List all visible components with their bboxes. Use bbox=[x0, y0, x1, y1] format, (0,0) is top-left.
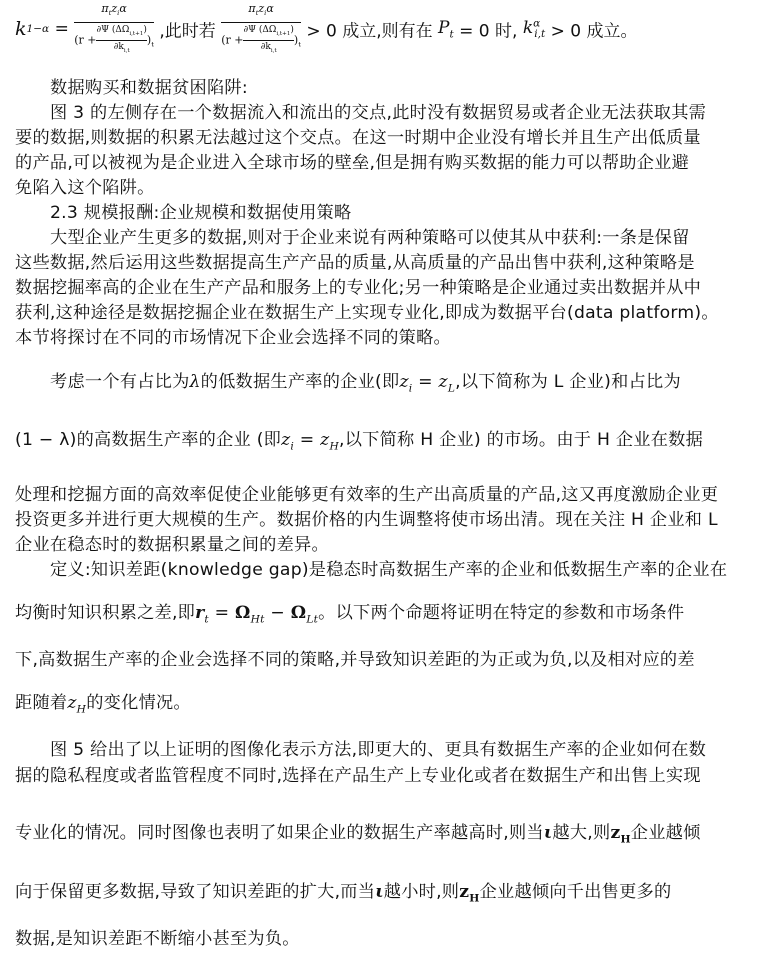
section-heading: 2.3 规模报酬:企业规模和数据使用策略 bbox=[50, 203, 352, 223]
formula-text-mid: ,此时若 bbox=[159, 21, 216, 42]
text-line-1: 数据购买和数据贫困陷阱: bbox=[50, 78, 248, 98]
fraction-2: $\pi_tz_i\alpha$ (r +∂Ψ $(\Delta\Omega_{i,t+1})$ $\partial k_{i,t})_t$ bbox=[221, 2, 301, 54]
text-line-9: 数据挖掘率高的企业在生产产品和服务上的专业化;另一种策略是企业通过卖出数据并从中 bbox=[15, 278, 702, 298]
text-line-5: 免陷入这个陷阱。 bbox=[15, 178, 155, 198]
text-line-25: 数据,是知识差距不断缩小甚至为负。 bbox=[15, 929, 300, 949]
text-line-10: 获利,这种途径是数据挖掘企业在数据生产上实现专业化,即成为数据平台(data platform)。 bbox=[15, 303, 719, 323]
text-line-13: (1 − λ)的高数据生产率的企业 (即$z_i = z_H$,以下简称 H 企业) 的市场。由于 H 企业在数据 bbox=[15, 430, 704, 453]
text-line-19: 下,高数据生产率的企业会选择不同的策略,并导致知识差距的为正或为负,以及相对应的差 bbox=[15, 650, 695, 670]
formula-exponent: 1−α bbox=[26, 22, 50, 35]
text-line-4: 的产品,可以被视为是企业进入全球市场的壁垒,但是拥有购买数据的能力可以帮助企业避 bbox=[15, 153, 690, 173]
text-line-12: 考虑一个有占比为λ的低数据生产率的企业(即$z_i = z_L$,以下简称为 L 企业)和占比为 bbox=[50, 372, 681, 395]
text-line-18: 均衡时知识积累之差,即$r_t = \Omega_{Ht} - \Omega_{Lt}$。以下两个命题将证明在特定的参数和市场条件 bbox=[15, 603, 685, 626]
fraction-1: $\pi_tz_i\alpha$ (r +∂Ψ $(\Delta\Omega_{i,t+1})$ $\partial k_{i,t})_t$ bbox=[74, 2, 154, 54]
formula-k: k bbox=[15, 17, 27, 40]
formula-k-alpha: $k^\alpha_{i,t}$ bbox=[522, 17, 546, 41]
formula-text-end: > 0 成立。 bbox=[550, 21, 638, 42]
text-line-23: 专业化的情况。同时图像也表明了如果企业的数据生产率越高时,则当ι越大,则$z_H$企业越倾 bbox=[15, 823, 701, 846]
text-line-21: 图 5 给出了以上证明的图像化表示方法,即更大的、更具有数据生产率的企业如何在数 bbox=[50, 740, 707, 760]
text-line-22: 据的隐私程度或者监管程度不同时,选择在产品生产上专业化或者在数据生产和出售上实现 bbox=[15, 766, 701, 786]
text-line-3: 要的数据,则数据的积累无法越过这个交点。在这一时期中企业没有增长并且生产出低质量 bbox=[15, 128, 701, 148]
formula-text-gt: > 0 成立,则有在 bbox=[306, 21, 433, 42]
text-line-14: 处理和挖掘方面的高效率促使企业能够更有效率的生产出高质量的产品,这又再度激励企业更 bbox=[15, 485, 719, 505]
formula-line bbox=[15, 2, 637, 70]
formula-eq: = bbox=[54, 18, 69, 39]
text-line-15: 投资更多并进行更大规模的生产。数据价格的内生调整将使市场出清。现在关注 H 企业和 L bbox=[15, 510, 718, 530]
text-line-24: 向于保留更多数据,导致了知识差距的扩大,而当ι越小时,则$z_H$企业越倾向千出售更多的 bbox=[15, 882, 672, 905]
text-line-16: 企业在稳态时的数据积累量之间的差异。 bbox=[15, 535, 329, 555]
text-line-8: 这些数据,然后运用这些数据提高生产产品的质量,从高质量的产品出售中获利,这种策略是 bbox=[15, 253, 695, 273]
formula-text-eq0: = 0 时, bbox=[459, 21, 518, 42]
text-line-2: 图 3 的左侧存在一个数据流入和流出的交点,此时没有数据贸易或者企业无法获取其需 bbox=[50, 103, 707, 123]
text-line-11: 本节将探讨在不同的市场情况下企业会选择不同的策略。 bbox=[15, 328, 451, 348]
text-line-7: 大型企业产生更多的数据,则对于企业来说有两种策略可以使其从中获利:一条是保留 bbox=[50, 228, 690, 248]
formula-P: $P_t$ bbox=[438, 17, 454, 41]
definition-line: 定义:知识差距(knowledge gap)是稳态时高数据生产率的企业和低数据生产率的企业在 bbox=[50, 560, 728, 580]
text-line-20: 距随着$z_H$的变化情况。 bbox=[15, 693, 191, 716]
